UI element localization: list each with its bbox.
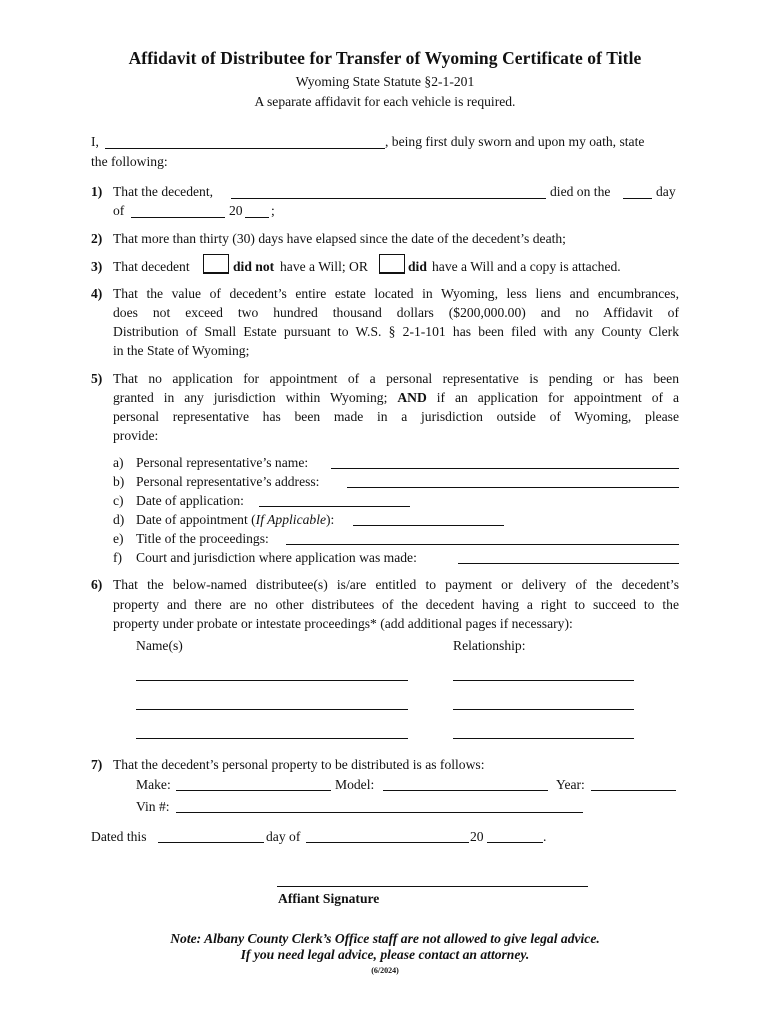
relationship-field-3[interactable] bbox=[453, 738, 634, 739]
intro-prefix: I, bbox=[91, 134, 99, 149]
item-number: 7) bbox=[91, 757, 103, 772]
death-day-field[interactable] bbox=[623, 198, 652, 199]
affiant-signature-field[interactable] bbox=[277, 886, 588, 887]
item7-text: That the decedent’s personal property to be distributed is as follows: bbox=[113, 757, 485, 772]
item4-line1: That the value of decedent’s entire estate located in Wyoming, less liens and encumbrances, bbox=[113, 286, 679, 301]
rep-name-field[interactable] bbox=[331, 468, 679, 469]
contact-attorney-note: If you need legal advice, please contact an attorney. bbox=[240, 947, 530, 962]
subitem-label: Personal representative’s name: bbox=[136, 455, 309, 470]
item4-line2: does not exceed two hundred thousand dollars ($200,000.00) and no Affidavit of bbox=[113, 305, 679, 320]
item1-text-a: That the decedent, bbox=[113, 184, 214, 199]
subitem-key: f) bbox=[113, 550, 123, 565]
item3-text-b: have a Will; OR bbox=[280, 259, 368, 274]
and-emphasis: AND bbox=[397, 390, 427, 405]
affiant-name-field[interactable] bbox=[105, 148, 385, 149]
item6-line3: property under probate or intestate proceedings* (add additional pages if necessary): bbox=[113, 616, 573, 631]
model-label: Model: bbox=[335, 777, 375, 792]
did-have-will-checkbox[interactable] bbox=[379, 254, 405, 274]
item1-text-c: day bbox=[656, 184, 676, 199]
subitem-label: Title of the proceedings: bbox=[136, 531, 269, 546]
dated-year-prefix: 20 bbox=[470, 829, 484, 844]
subitem-key: e) bbox=[113, 531, 124, 546]
death-month-field[interactable] bbox=[131, 217, 225, 218]
names-header: Name(s) bbox=[136, 638, 183, 653]
distributee-name-field-3[interactable] bbox=[136, 738, 408, 739]
appointment-date-field[interactable] bbox=[353, 525, 504, 526]
did-not-have-will-checkbox[interactable] bbox=[203, 254, 229, 274]
death-year-field[interactable] bbox=[245, 217, 269, 218]
proceedings-title-field[interactable] bbox=[286, 544, 679, 545]
dated-day-field[interactable] bbox=[158, 842, 264, 843]
item5-line2-b: if an application for appointment of a bbox=[436, 390, 679, 405]
did-label: did bbox=[408, 259, 427, 274]
item5-line2-a: granted in any jurisdiction within Wyoming; bbox=[113, 390, 388, 405]
subitem-label: Date of application: bbox=[136, 493, 244, 508]
intro-suffix: , being first duly sworn and upon my oath, state bbox=[385, 134, 645, 149]
item1-text-e: 20 bbox=[229, 203, 243, 218]
item-number: 4) bbox=[91, 286, 103, 301]
page-title: Affidavit of Distributee for Transfer of Wyoming Certificate of Title bbox=[128, 48, 642, 68]
item2-text: That more than thirty (30) days have elapsed since the date of the decedent’s death; bbox=[113, 231, 566, 246]
item6-line1: That the below-named distributee(s) is/are entitled to payment or delivery of the decedent’s bbox=[113, 577, 679, 592]
item-number: 1) bbox=[91, 184, 103, 199]
item5-line2 bbox=[113, 390, 679, 406]
item-number: 2) bbox=[91, 231, 103, 246]
item5-line4: provide: bbox=[113, 428, 159, 443]
item1-text-d: of bbox=[113, 203, 125, 218]
dated-month-field[interactable] bbox=[306, 842, 469, 843]
application-date-field[interactable] bbox=[259, 506, 410, 507]
dated-year-field[interactable] bbox=[487, 842, 543, 843]
item1-text-b: died on the bbox=[550, 184, 611, 199]
subitem-label: Court and jurisdiction where application was made: bbox=[136, 550, 417, 565]
revision-date: (6/2024) bbox=[371, 966, 399, 975]
make-field[interactable] bbox=[176, 790, 331, 791]
did-not-label: did not bbox=[233, 259, 275, 274]
year-field[interactable] bbox=[591, 790, 676, 791]
subitem-key: a) bbox=[113, 455, 124, 470]
decedent-name-field[interactable] bbox=[231, 198, 546, 199]
relationship-field-1[interactable] bbox=[453, 680, 634, 681]
court-jurisdiction-field[interactable] bbox=[458, 563, 679, 564]
vin-field[interactable] bbox=[176, 812, 583, 813]
subitem-label: Date of appointment (If Applicable): bbox=[136, 512, 335, 527]
item-number: 3) bbox=[91, 259, 103, 274]
make-label: Make: bbox=[136, 777, 171, 792]
vehicle-note: A separate affidavit for each vehicle is required. bbox=[254, 94, 516, 109]
statute-reference: Wyoming State Statute §2-1-201 bbox=[295, 74, 475, 89]
dayof-label: day of bbox=[266, 829, 301, 844]
item3-text-a: That decedent bbox=[113, 259, 190, 274]
item1-text-f: ; bbox=[271, 203, 275, 218]
rep-address-field[interactable] bbox=[347, 487, 679, 488]
intro-line2: the following: bbox=[91, 154, 168, 169]
dated-label: Dated this bbox=[91, 829, 147, 844]
subitem-key: b) bbox=[113, 474, 125, 489]
distributee-name-field-1[interactable] bbox=[136, 680, 408, 681]
vin-label: Vin #: bbox=[136, 799, 170, 814]
item4-line3: Distribution of Small Estate pursuant to W.S. § 2-1-101 has been filed with any County Clerk bbox=[113, 324, 679, 339]
year-label: Year: bbox=[556, 777, 585, 792]
item5-line3: personal representative has been made in a jurisdiction outside of Wyoming, please bbox=[113, 409, 679, 424]
subitem-key: c) bbox=[113, 493, 124, 508]
item4-line4: in the State of Wyoming; bbox=[113, 343, 250, 358]
item-number: 6) bbox=[91, 577, 103, 592]
item5-line1: That no application for appointment of a personal representative is pending or has been bbox=[113, 371, 679, 386]
legal-advice-note: Note: Albany County Clerk’s Office staff are not allowed to give legal advice. bbox=[170, 931, 600, 946]
dated-period: . bbox=[543, 829, 547, 844]
model-field[interactable] bbox=[383, 790, 548, 791]
subitem-key: d) bbox=[113, 512, 125, 527]
item3-text-c: have a Will and a copy is attached. bbox=[432, 259, 621, 274]
item-number: 5) bbox=[91, 371, 103, 386]
affiant-signature-label: Affiant Signature bbox=[278, 891, 380, 906]
relationship-field-2[interactable] bbox=[453, 709, 634, 710]
item6-line2: property and there are no other distributees of the decedent having a right to succeed to the bbox=[113, 597, 679, 612]
relationship-header: Relationship: bbox=[453, 638, 526, 653]
subitem-label: Personal representative’s address: bbox=[136, 474, 320, 489]
distributee-name-field-2[interactable] bbox=[136, 709, 408, 710]
